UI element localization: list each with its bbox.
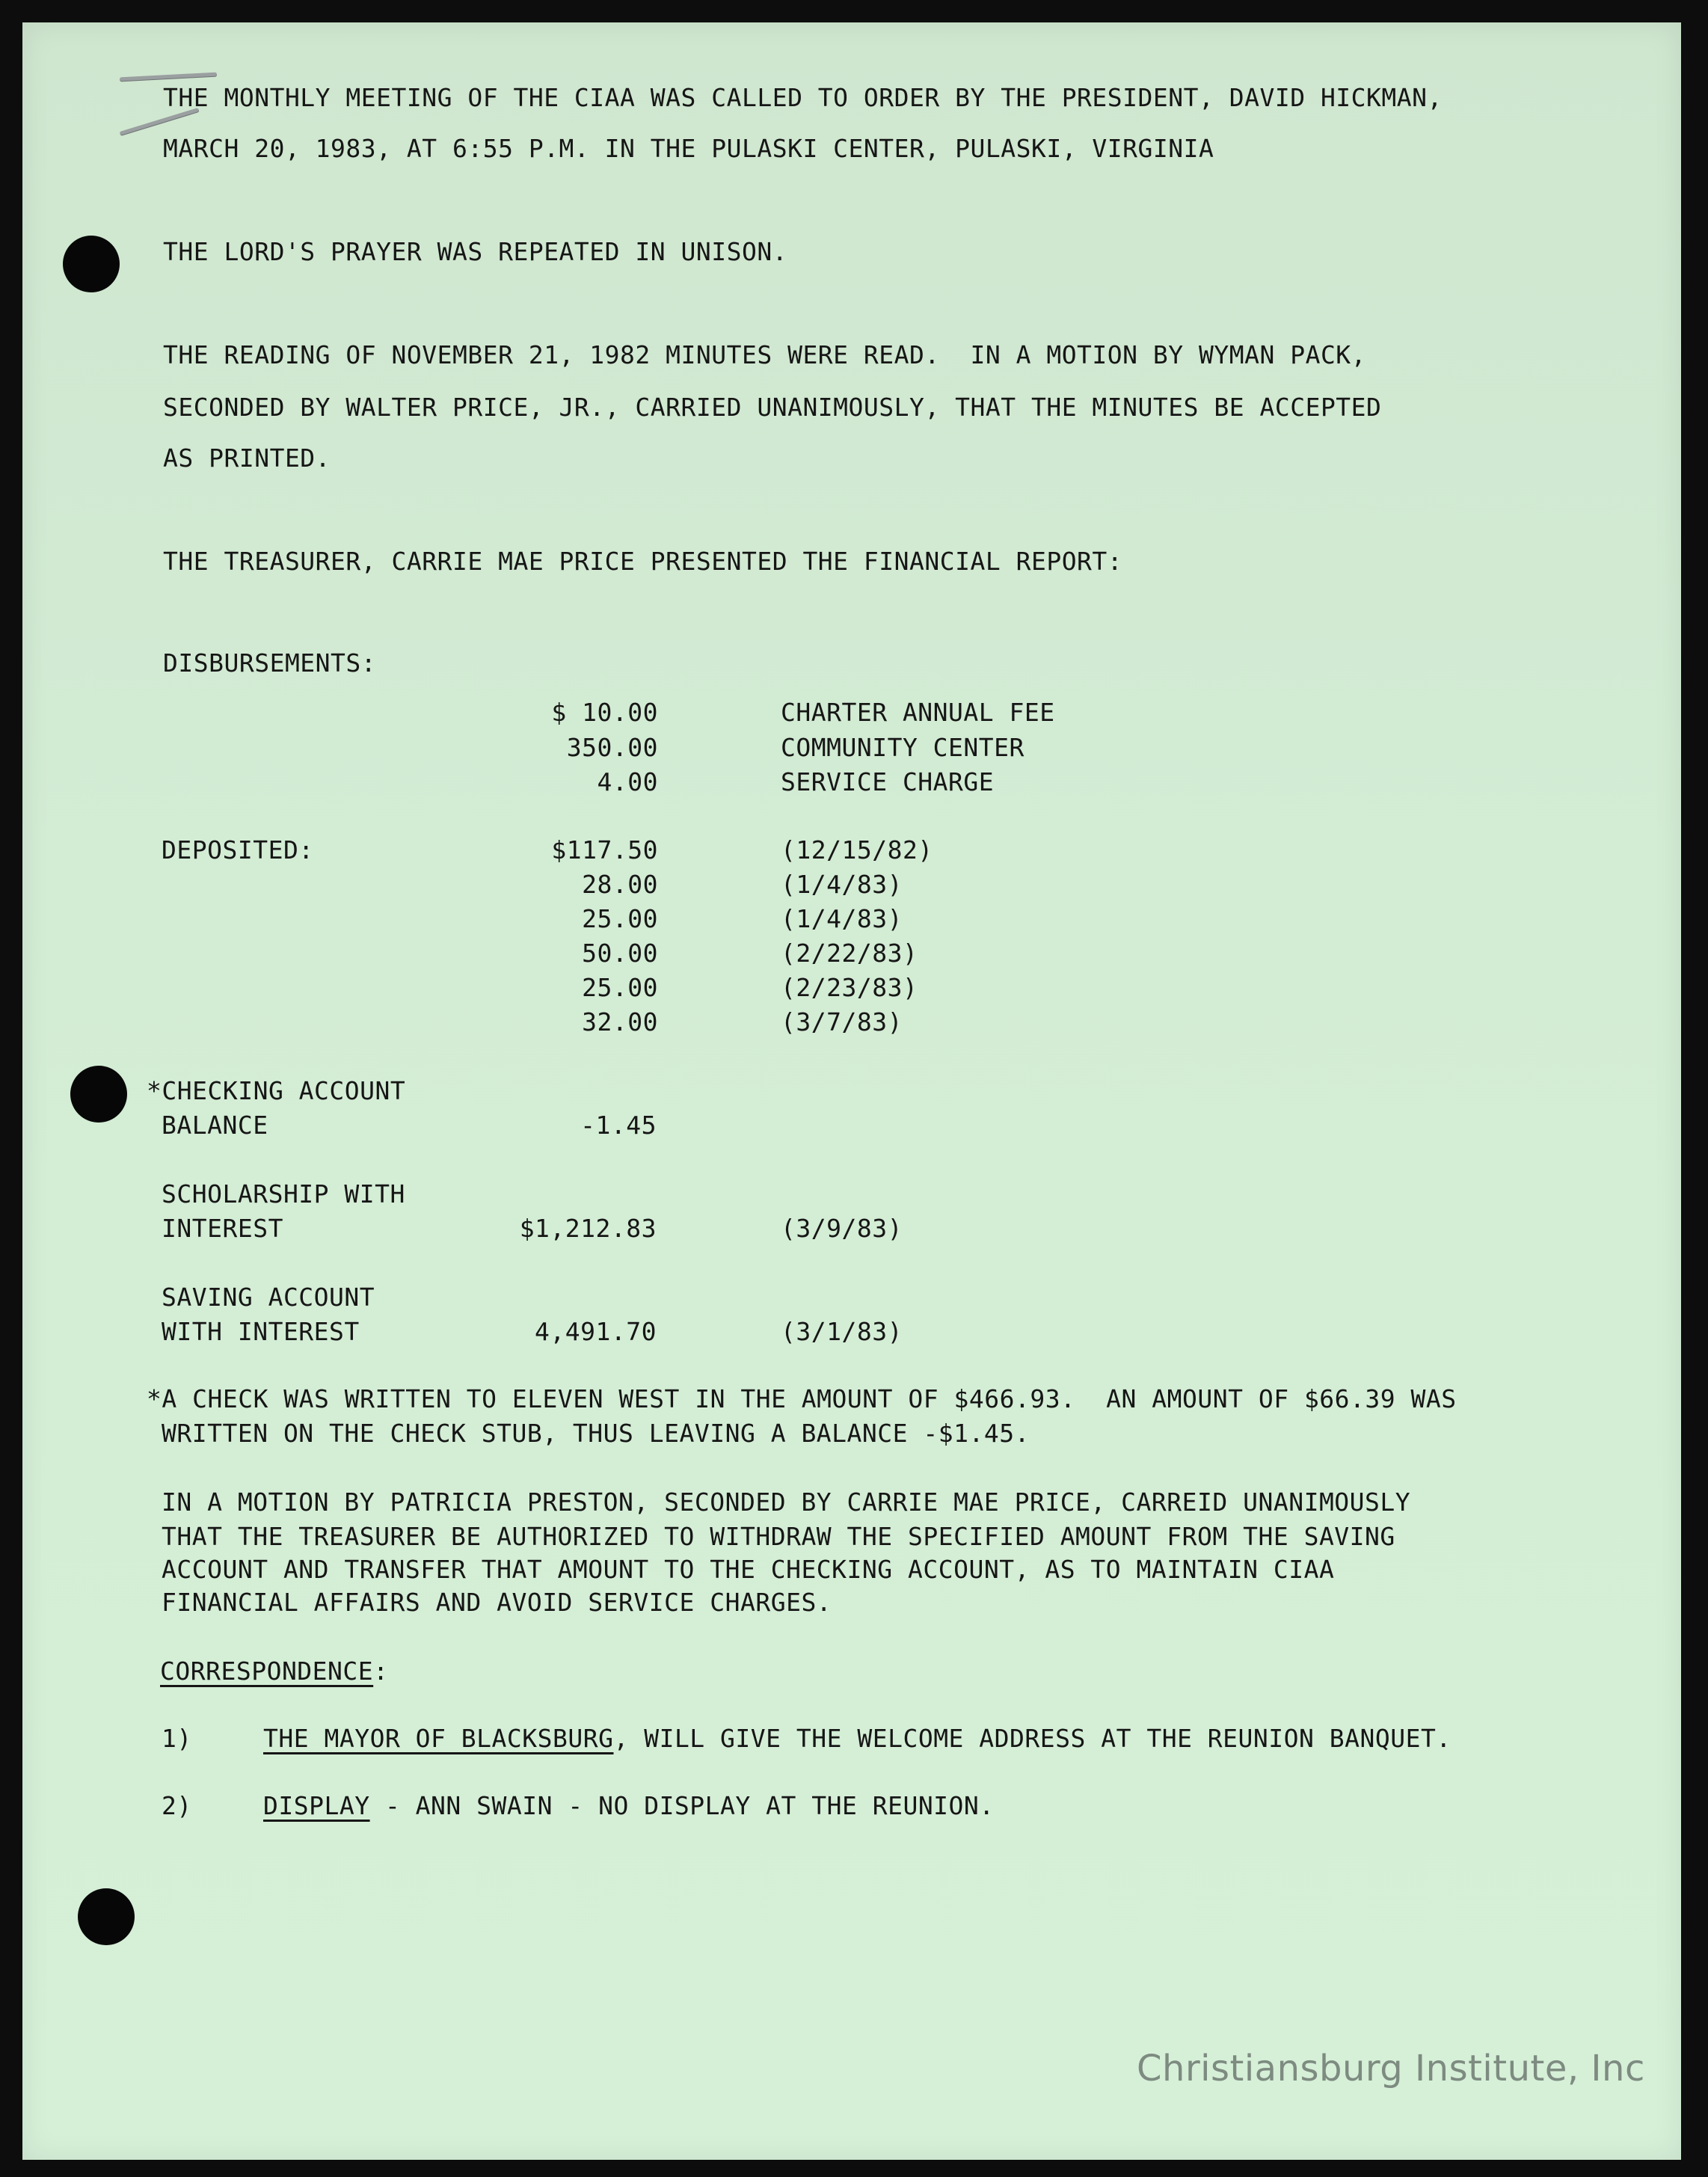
disbursement-amount: $ 10.00 [551, 698, 658, 727]
saving-amount: 4,491.70 [535, 1317, 657, 1346]
minutes-line-1: THE READING OF NOVEMBER 21, 1982 MINUTES WERE READ. IN A MOTION BY WYMAN PACK, [163, 340, 1367, 369]
correspondence-item [263, 1722, 1452, 1756]
prayer-line: THE LORD'S PRAYER WAS REPEATED IN UNISON. [163, 237, 788, 266]
binder-hole-middle [70, 1066, 127, 1123]
disbursement-amount: 4.00 [597, 767, 658, 796]
deposit-date: (2/23/83) [781, 973, 918, 1002]
deposit-date: (12/15/82) [781, 835, 933, 865]
footnote-line-1: *A CHECK WAS WRITTEN TO ELEVEN WEST IN THE AMOUNT OF $466.93. AN AMOUNT OF $66.39 WAS [147, 1384, 1457, 1413]
correspondence-item-text: , WILL GIVE THE WELCOME ADDRESS AT THE REUNION BANQUET. [613, 1724, 1452, 1753]
motion-line-3: ACCOUNT AND TRANSFER THAT AMOUNT TO THE CHECKING ACCOUNT, AS TO MAINTAIN CIAA [162, 1555, 1335, 1584]
motion-line-1: IN A MOTION BY PATRICIA PRESTON, SECONDED BY CARRIE MAE PRICE, CARREID UNANIMOUSLY [162, 1487, 1411, 1517]
opening-line-1: THE MONTHLY MEETING OF THE CIAA WAS CALLED TO ORDER BY THE PRESIDENT, DAVID HICKMAN, [163, 83, 1443, 112]
deposit-date: (3/7/83) [781, 1007, 903, 1037]
scholarship-label-2: INTEREST [162, 1214, 283, 1243]
checking-label-1: *CHECKING ACCOUNT [147, 1076, 406, 1105]
disbursements-label: DISBURSEMENTS: [163, 648, 377, 678]
footnote-line-2: WRITTEN ON THE CHECK STUB, THUS LEAVING A BALANCE -$1.45. [162, 1419, 1030, 1448]
motion-line-4: FINANCIAL AFFAIRS AND AVOID SERVICE CHARGES. [162, 1588, 832, 1617]
treasurer-line: THE TREASURER, CARRIE MAE PRICE PRESENTED THE FINANCIAL REPORT: [163, 547, 1123, 576]
correspondence-item-number: 1) [162, 1724, 192, 1753]
binder-hole-top [63, 236, 120, 292]
correspondence-item [263, 1789, 995, 1823]
deposit-amount: 32.00 [582, 1007, 658, 1037]
saving-label-1: SAVING ACCOUNT [162, 1283, 375, 1312]
correspondence-item-number: 2) [162, 1791, 192, 1820]
saving-date: (3/1/83) [781, 1317, 903, 1346]
deposited-label: DEPOSITED: [162, 835, 314, 865]
disbursement-desc: CHARTER ANNUAL FEE [781, 698, 1055, 727]
minutes-line-3: AS PRINTED. [163, 443, 331, 473]
deposit-date: (1/4/83) [781, 870, 903, 899]
deposit-amount: $117.50 [551, 835, 658, 865]
motion-line-2: THAT THE TREASURER BE AUTHORIZED TO WITHDRAW THE SPECIFIED AMOUNT FROM THE SAVING [162, 1522, 1395, 1551]
opening-line-2: MARCH 20, 1983, AT 6:55 P.M. IN THE PULASKI CENTER, PULASKI, VIRGINIA [163, 134, 1214, 163]
scholarship-label-1: SCHOLARSHIP WITH [162, 1179, 405, 1209]
deposit-amount: 25.00 [582, 904, 658, 933]
disbursement-desc: COMMUNITY CENTER [781, 733, 1025, 762]
deposit-date: (1/4/83) [781, 904, 903, 933]
deposit-date: (2/22/83) [781, 939, 918, 968]
deposit-amount: 25.00 [582, 973, 658, 1002]
staple-top [120, 73, 217, 82]
saving-label-2: WITH INTEREST [162, 1317, 360, 1346]
scholarship-date: (3/9/83) [781, 1214, 903, 1243]
checking-amount: -1.45 [580, 1111, 657, 1140]
correspondence-item-subject: THE MAYOR OF BLACKSBURG [263, 1724, 614, 1753]
watermark: Christiansburg Institute, Inc [1137, 2048, 1645, 2090]
correspondence-heading-text: CORRESPONDENCE [160, 1656, 374, 1686]
minutes-line-2: SECONDED BY WALTER PRICE, JR., CARRIED UNANIMOUSLY, THAT THE MINUTES BE ACCEPTED [163, 393, 1382, 422]
correspondence-item-text: - ANN SWAIN - NO DISPLAY AT THE REUNION. [369, 1791, 995, 1820]
deposit-amount: 50.00 [582, 939, 658, 968]
scholarship-amount: $1,212.83 [519, 1214, 657, 1243]
disbursement-desc: SERVICE CHARGE [781, 767, 995, 796]
correspondence-heading [160, 1654, 389, 1689]
binder-hole-bottom [78, 1888, 135, 1945]
disbursement-amount: 350.00 [566, 733, 658, 762]
document-page [22, 22, 1681, 2160]
deposit-amount: 28.00 [582, 870, 658, 899]
correspondence-colon: : [373, 1656, 389, 1686]
checking-label-2: BALANCE [162, 1111, 268, 1140]
correspondence-item-subject: DISPLAY [263, 1791, 370, 1820]
